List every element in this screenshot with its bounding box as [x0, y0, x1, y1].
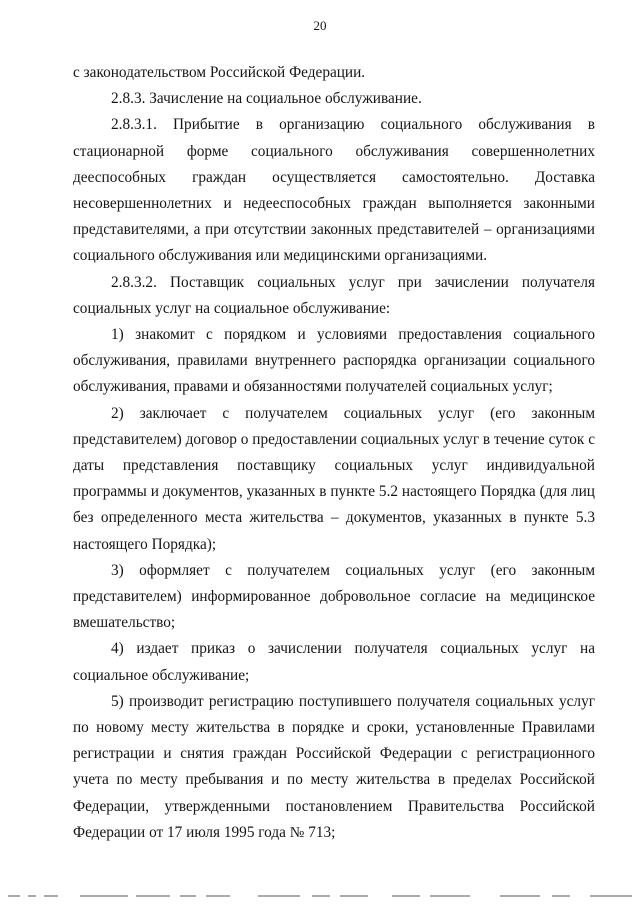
list-item-4: 4) издает приказ о зачислении получателя социальных услуг на социальное обслуживание;	[73, 640, 595, 684]
document-body	[73, 60, 595, 846]
list-item-3: 3) оформляет с получателем социальных услуг (его законным представителем) информированное добровольное согласие на медицинское вмешательство;	[73, 561, 595, 632]
list-item-5: 5) производит регистрацию поступившего получателя социальных услуг по новому месту жительства в порядке и сроки, установленные Правилами регистрации и снятия граждан Российской Федерации с регистрационного учета по месту пребывания и по месту жительства в пределах Российской Федерации, утвержденными постановлением Правительства Российской Федерации от 17 июля 1995 года № 713;	[73, 692, 595, 841]
paragraph-section-heading: 2.8.3. Зачисление на социальное обслуживание.	[111, 90, 422, 108]
list-item-2: 2) заключает с получателем социальных услуг (его законным представителем) договор о предоставлении социальных услуг в течение суток с даты представления поставщику социальных услуг индивидуальной программы и документов, указанных в пункте 5.2 настоящего Порядка (для лиц без определенного места жительства – документов, указанных в пункте 5.3 настоящего Порядка);	[73, 404, 595, 553]
page-number: 20	[313, 18, 327, 33]
paragraph-continuation: с законодательством Российской Федерации.	[73, 64, 366, 81]
scan-edge-marks	[0, 893, 640, 899]
paragraph-arrival: 2.8.3.1. Прибытие в организацию социального обслуживания в стационарной форме социального обслуживания совершеннолетних дееспособных граждан осуществляется самостоятельно. Доставка несовершеннолетних и недееспособных граждан выполняется законными представителями, а при отсутствии законных представителей – организациями социального обслуживания или медицинскими организациями.	[73, 116, 595, 265]
list-item-1: 1) знакомит с порядком и условиями предоставления социального обслуживания, правилами внутреннего распорядка организации социального обслуживания, правами и обязанностями получателей социальных услуг;	[73, 326, 595, 396]
paragraph-provider-duties: 2.8.3.2. Поставщик социальных услуг при зачислении получателя социальных услуг на социальное обслуживание:	[73, 273, 595, 317]
